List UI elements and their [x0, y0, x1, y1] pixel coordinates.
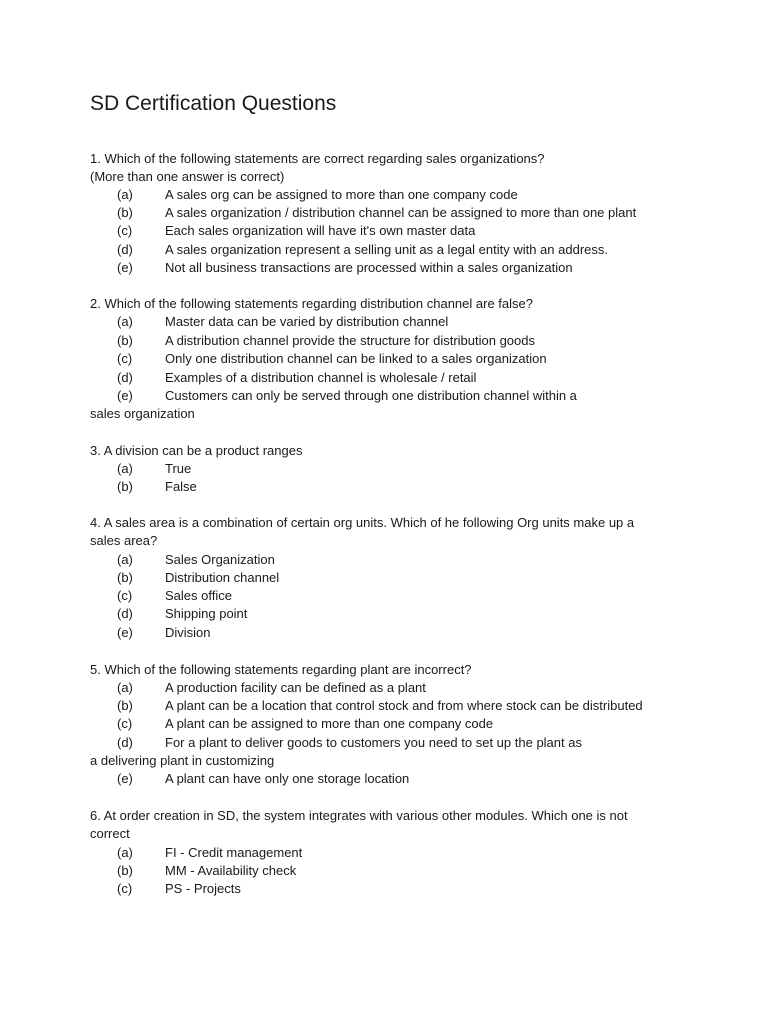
option-text: For a plant to deliver goods to customers you need to set up the plant as	[165, 735, 582, 750]
page-title: SD Certification Questions	[90, 92, 337, 115]
option-letter: (b)	[117, 863, 133, 878]
question-text: (More than one answer is correct)	[90, 169, 285, 184]
option-text: A plant can have only one storage location	[165, 771, 410, 786]
option-letter: (b)	[117, 570, 133, 585]
option-letter: (e)	[117, 388, 133, 403]
question-text: 6. At order creation in SD, the system integrates with various other modules. Which one is not	[90, 808, 628, 823]
option-text: A sales organization / distribution channel can be assigned to more than one plant	[165, 205, 637, 220]
option-text: Sales Organization	[165, 552, 275, 567]
option-text: Sales office	[165, 588, 232, 603]
option-text: A plant can be assigned to more than one company code	[165, 716, 494, 731]
option-letter: (c)	[117, 351, 133, 366]
option-text: False	[165, 479, 197, 494]
option-letter: (b)	[117, 479, 133, 494]
option-text: A plant can be a location that control stock and from where stock can be distributed	[165, 698, 643, 713]
option-letter: (c)	[117, 223, 133, 238]
question-text: 5. Which of the following statements regarding plant are incorrect?	[90, 662, 472, 677]
option-text: Examples of a distribution channel is wholesale / retail	[165, 370, 477, 385]
option-text: Not all business transactions are processed within a sales organization	[165, 260, 573, 275]
question-text: correct	[90, 826, 130, 841]
option-letter: (a)	[117, 187, 133, 202]
option-text: A distribution channel provide the structure for distribution goods	[165, 333, 535, 348]
option-letter: (e)	[117, 771, 133, 786]
option-text: PS - Projects	[165, 881, 241, 896]
question-text: sales area?	[90, 533, 158, 548]
option-text: Shipping point	[165, 606, 248, 621]
option-continuation: sales organization	[90, 406, 195, 421]
option-letter: (b)	[117, 333, 133, 348]
option-continuation: a delivering plant in customizing	[90, 753, 275, 768]
question-text: 3. A division can be a product ranges	[90, 443, 303, 458]
option-text: Each sales organization will have it's own master data	[165, 223, 476, 238]
option-letter: (a)	[117, 461, 133, 476]
option-text: A production facility can be defined as a plant	[165, 680, 426, 695]
option-letter: (e)	[117, 625, 133, 640]
option-letter: (b)	[117, 698, 133, 713]
question-text: 2. Which of the following statements regarding distribution channel are false?	[90, 296, 533, 311]
question-text: 4. A sales area is a combination of certain org units. Which of he following Org units make up a	[90, 515, 635, 530]
option-text: Customers can only be served through one distribution channel within a	[165, 388, 577, 403]
option-text: A sales org can be assigned to more than one company code	[165, 187, 518, 202]
option-text: Division	[165, 625, 211, 640]
option-text: Only one distribution channel can be linked to a sales organization	[165, 351, 547, 366]
option-letter: (c)	[117, 588, 133, 603]
option-letter: (a)	[117, 314, 133, 329]
option-text: Master data can be varied by distribution channel	[165, 314, 449, 329]
option-letter: (d)	[117, 606, 133, 621]
option-text: MM - Availability check	[165, 863, 297, 878]
option-text: FI - Credit management	[165, 845, 303, 860]
option-letter: (b)	[117, 205, 133, 220]
option-text: True	[165, 461, 192, 476]
option-letter: (c)	[117, 716, 133, 731]
option-letter: (d)	[117, 370, 133, 385]
question-text: 1. Which of the following statements are correct regarding sales organizations?	[90, 151, 545, 166]
option-text: Distribution channel	[165, 570, 280, 585]
option-letter: (c)	[117, 881, 133, 896]
option-letter: (a)	[117, 552, 133, 567]
option-letter: (e)	[117, 260, 133, 275]
option-letter: (d)	[117, 242, 133, 257]
option-text: A sales organization represent a selling unit as a legal entity with an address.	[165, 242, 608, 257]
option-letter: (a)	[117, 680, 133, 695]
option-letter: (d)	[117, 735, 133, 750]
option-letter: (a)	[117, 845, 133, 860]
